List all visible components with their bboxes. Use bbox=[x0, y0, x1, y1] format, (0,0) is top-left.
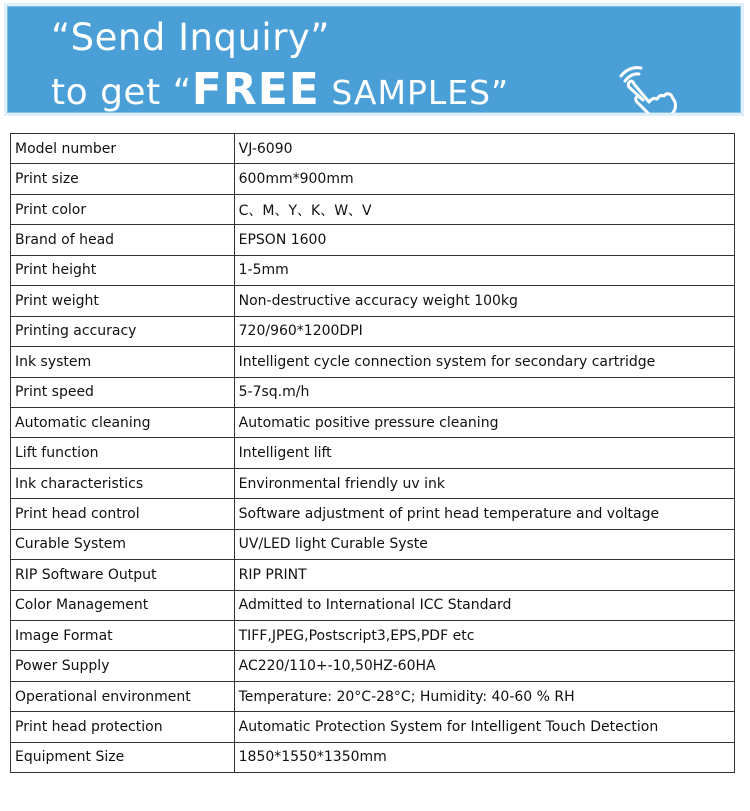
table-row bbox=[11, 651, 735, 681]
spec-label: Automatic cleaning bbox=[11, 407, 235, 437]
spec-label: Ink characteristics bbox=[11, 468, 235, 498]
spec-label: Print size bbox=[11, 164, 235, 194]
spec-label: Power Supply bbox=[11, 651, 235, 681]
spec-value: Automatic positive pressure cleaning bbox=[234, 407, 734, 437]
spec-label: Print height bbox=[11, 255, 235, 285]
spec-value: EPSON 1600 bbox=[234, 225, 734, 255]
table-row bbox=[11, 712, 735, 742]
table-row bbox=[11, 560, 735, 590]
spec-value: 1850*1550*1350mm bbox=[234, 742, 734, 772]
table-row bbox=[11, 529, 735, 559]
inquiry-banner[interactable] bbox=[4, 3, 744, 116]
table-row bbox=[11, 164, 735, 194]
spec-value: 600mm*900mm bbox=[234, 164, 734, 194]
spec-label: Print color bbox=[11, 194, 235, 224]
banner-free-text: FREE bbox=[191, 64, 320, 115]
spec-value: 720/960*1200DPI bbox=[234, 316, 734, 346]
tap-hand-icon bbox=[615, 62, 679, 116]
spec-label: Model number bbox=[11, 134, 235, 164]
spec-value: VJ-6090 bbox=[234, 134, 734, 164]
spec-label: Print head control bbox=[11, 499, 235, 529]
banner-subline bbox=[51, 64, 509, 115]
table-row bbox=[11, 286, 735, 316]
spec-value: TIFF,JPEG,Postscript3,EPS,PDF etc bbox=[234, 621, 734, 651]
spec-label: Print speed bbox=[11, 377, 235, 407]
spec-label: Equipment Size bbox=[11, 742, 235, 772]
spec-value: Software adjustment of print head temperature and voltage bbox=[234, 499, 734, 529]
spec-value: Environmental friendly uv ink bbox=[234, 468, 734, 498]
spec-label: Printing accuracy bbox=[11, 316, 235, 346]
spec-label: Curable System bbox=[11, 529, 235, 559]
spec-value: UV/LED light Curable Syste bbox=[234, 529, 734, 559]
spec-value: Temperature: 20°C-28°C; Humidity: 40-60 % RH bbox=[234, 681, 734, 711]
spec-label: Print weight bbox=[11, 286, 235, 316]
spec-table-body bbox=[11, 134, 735, 773]
spec-label: Image Format bbox=[11, 621, 235, 651]
spec-value: 1-5mm bbox=[234, 255, 734, 285]
table-row bbox=[11, 377, 735, 407]
spec-label: Print head protection bbox=[11, 712, 235, 742]
spec-value: Intelligent cycle connection system for secondary cartridge bbox=[234, 347, 734, 377]
table-row bbox=[11, 681, 735, 711]
banner-headline: “Send Inquiry” bbox=[51, 16, 330, 59]
spec-value: Automatic Protection System for Intelligent Touch Detection bbox=[234, 712, 734, 742]
table-row bbox=[11, 194, 735, 224]
table-row bbox=[11, 255, 735, 285]
table-row bbox=[11, 316, 735, 346]
table-row bbox=[11, 438, 735, 468]
banner-samples-text: SAMPLES” bbox=[319, 73, 510, 112]
spec-label: Lift function bbox=[11, 438, 235, 468]
table-row bbox=[11, 621, 735, 651]
table-row bbox=[11, 499, 735, 529]
table-row bbox=[11, 225, 735, 255]
spec-label: Brand of head bbox=[11, 225, 235, 255]
table-row bbox=[11, 468, 735, 498]
spec-label: Operational environment bbox=[11, 681, 235, 711]
table-row bbox=[11, 590, 735, 620]
spec-value: Non-destructive accuracy weight 100kg bbox=[234, 286, 734, 316]
spec-value: C、M、Y、K、W、V bbox=[234, 194, 734, 224]
banner-subline-prefix: to get “ bbox=[51, 72, 192, 113]
spec-value: RIP PRINT bbox=[234, 560, 734, 590]
spec-value: Admitted to International ICC Standard bbox=[234, 590, 734, 620]
spec-value: Intelligent lift bbox=[234, 438, 734, 468]
spec-value: AC220/110+-10,50HZ-60HA bbox=[234, 651, 734, 681]
table-row bbox=[11, 407, 735, 437]
spec-label: Ink system bbox=[11, 347, 235, 377]
table-row bbox=[11, 347, 735, 377]
table-row bbox=[11, 742, 735, 772]
spec-table bbox=[10, 133, 735, 773]
spec-value: 5-7sq.m/h bbox=[234, 377, 734, 407]
spec-label: Color Management bbox=[11, 590, 235, 620]
spec-label: RIP Software Output bbox=[11, 560, 235, 590]
table-row bbox=[11, 134, 735, 164]
